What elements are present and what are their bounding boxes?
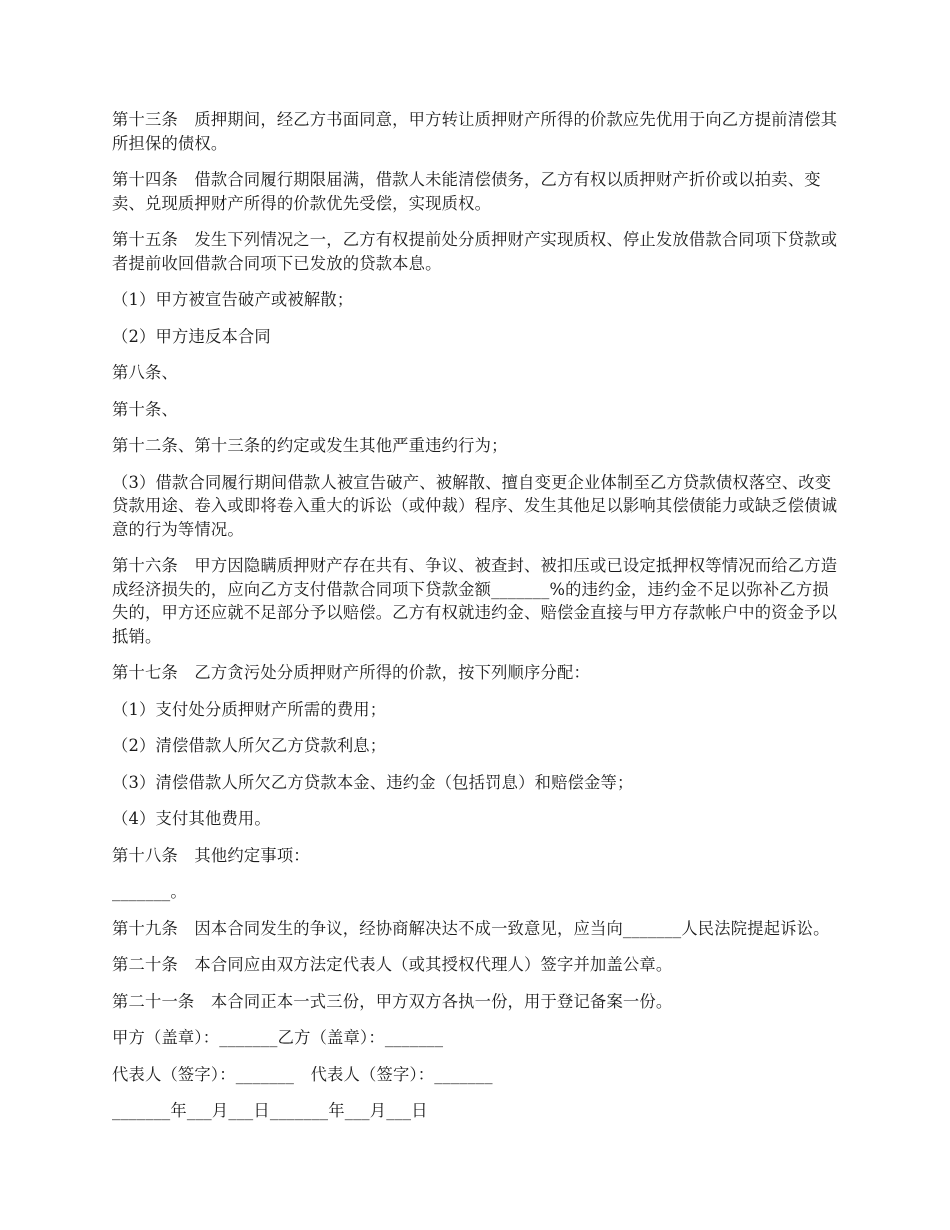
clause-15-item-2: （2）甲方违反本合同 bbox=[112, 326, 271, 346]
clause-17-item-1: （1）支付处分质押财产所需的费用； bbox=[112, 699, 387, 719]
clause-18: 第十八条 其他约定事项： bbox=[112, 845, 310, 865]
clause-15-item-2-ref-10: 第十条、 bbox=[112, 399, 178, 419]
clause-17-item-4: （4）支付其他费用。 bbox=[112, 809, 271, 828]
clause-15-item-3: （3）借款合同履行期间借款人被宣告破产、被解散、擅自变更企业体制至乙方贷款债权落空、改变贷款用途、卷入或即将卷入重大的诉讼（或仲裁）程序、发生其他足以影响其偿债能力或缺乏偿债诚意的行为等情况。 bbox=[112, 472, 838, 539]
clause-17-item-3: （3）清偿借款人所欠乙方贷款本金、违约金（包括罚息）和赔偿金等； bbox=[112, 772, 634, 792]
clause-17-item-2: （2）清偿借款人所欠乙方贷款利息； bbox=[112, 736, 387, 755]
clause-15: 第十五条 发生下列情况之一，乙方有权提前处分质押财产实现质权、停止发放借款合同项下贷款或者提前收回借款合同项下已发放的贷款本息。 bbox=[112, 230, 838, 273]
clause-14: 第十四条 借款合同履行期限届满，借款人未能清偿债务，乙方有权以质押财产折价或以拍卖、变卖、兑现质押财产所得的价款优先受偿，实现质权。 bbox=[112, 170, 821, 213]
clause-19: 第十九条 因本合同发生的争议，经协商解决达不成一致意见，应当向_______人民法院提起诉讼。 bbox=[112, 918, 830, 938]
clause-17: 第十七条 乙方贪污处分质押财产所得的价款，按下列顺序分配： bbox=[112, 663, 590, 682]
clause-15-item-2-ref-8: 第八条、 bbox=[112, 363, 178, 382]
signature-line: 代表人（签字）：_______ 代表人（签字）：_______ bbox=[112, 1064, 493, 1084]
seal-line: 甲方（盖章）：_______乙方（盖章）：_______ bbox=[112, 1028, 444, 1047]
date-line: _______年___月___日_______年___月___日 bbox=[112, 1101, 428, 1120]
clause-18-blank: _______。 bbox=[112, 882, 187, 901]
clause-20: 第二十条 本合同应由双方法定代表人（或其授权代理人）签字并加盖公章。 bbox=[112, 955, 673, 974]
clause-15-item-1: （1）甲方被宣告破产或被解散； bbox=[112, 290, 354, 309]
document-body bbox=[112, 108, 842, 1136]
clause-13: 第十三条 质押期间，经乙方书面同意，甲方转让质押财产所得的价款应先优用于向乙方提前清偿其所担保的债权。 bbox=[112, 110, 838, 153]
clause-21: 第二十一条 本合同正本一式三份，甲方双方各执一份，用于登记备案一份。 bbox=[112, 991, 673, 1011]
clause-16: 第十六条 甲方因隐瞒质押财产存在共有、争议、被查封、被扣压或已设定抵押权等情况而给乙方造成经济损失的，应向乙方支付借款合同项下贷款金额_______%的违约金，违约金不足以弥补乙方损失的，甲方还应就不足部分予以赔偿。乙方有权就违约金、赔偿金直接与甲方存款帐户中的资金予以抵销。 bbox=[112, 556, 838, 646]
clause-15-item-2-ref-12-13: 第十二条、第十三条的约定或发生其他严重违约行为； bbox=[112, 436, 508, 455]
